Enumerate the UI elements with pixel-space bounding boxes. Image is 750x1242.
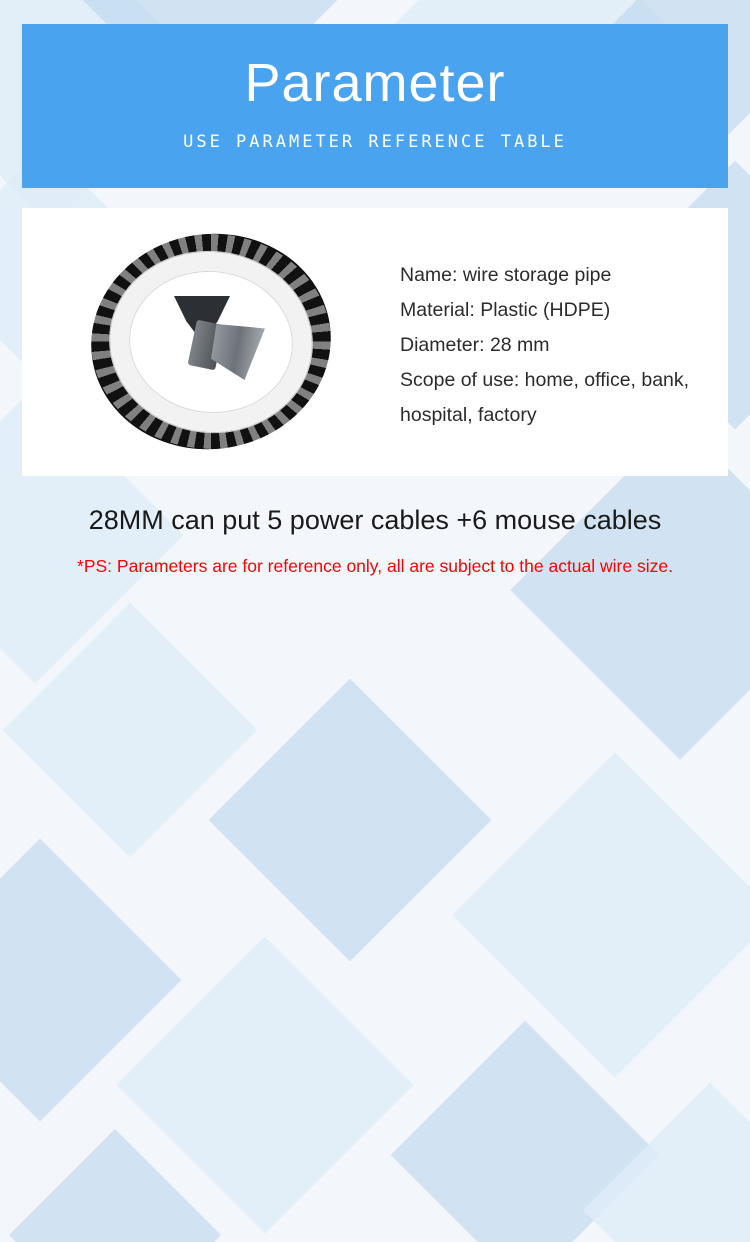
header-banner — [22, 24, 728, 188]
spec-item-material: Material: Plastic (HDPE) — [400, 299, 611, 321]
spec-item-scope-cont: hospital, factory — [400, 404, 537, 426]
spec-panel — [22, 208, 728, 476]
spec-list — [400, 258, 710, 433]
spec-item-scope: Scope of use: home, office, bank, — [400, 369, 690, 391]
product-image — [46, 226, 376, 456]
spec-item-diameter: Diameter: 28 mm — [400, 334, 550, 356]
page-title: Parameter — [244, 53, 506, 113]
spec-item-name: Name: wire storage pipe — [400, 264, 612, 286]
bg-facet — [209, 679, 492, 962]
page-subtitle: USE PARAMETER REFERENCE TABLE — [183, 132, 567, 152]
disclaimer-note: *PS: Parameters are for reference only, all are subject to the actual wire size. — [77, 556, 673, 576]
bg-facet — [452, 752, 750, 1077]
capacity-headline: 28MM can put 5 power cables +6 mouse cables — [88, 505, 662, 535]
